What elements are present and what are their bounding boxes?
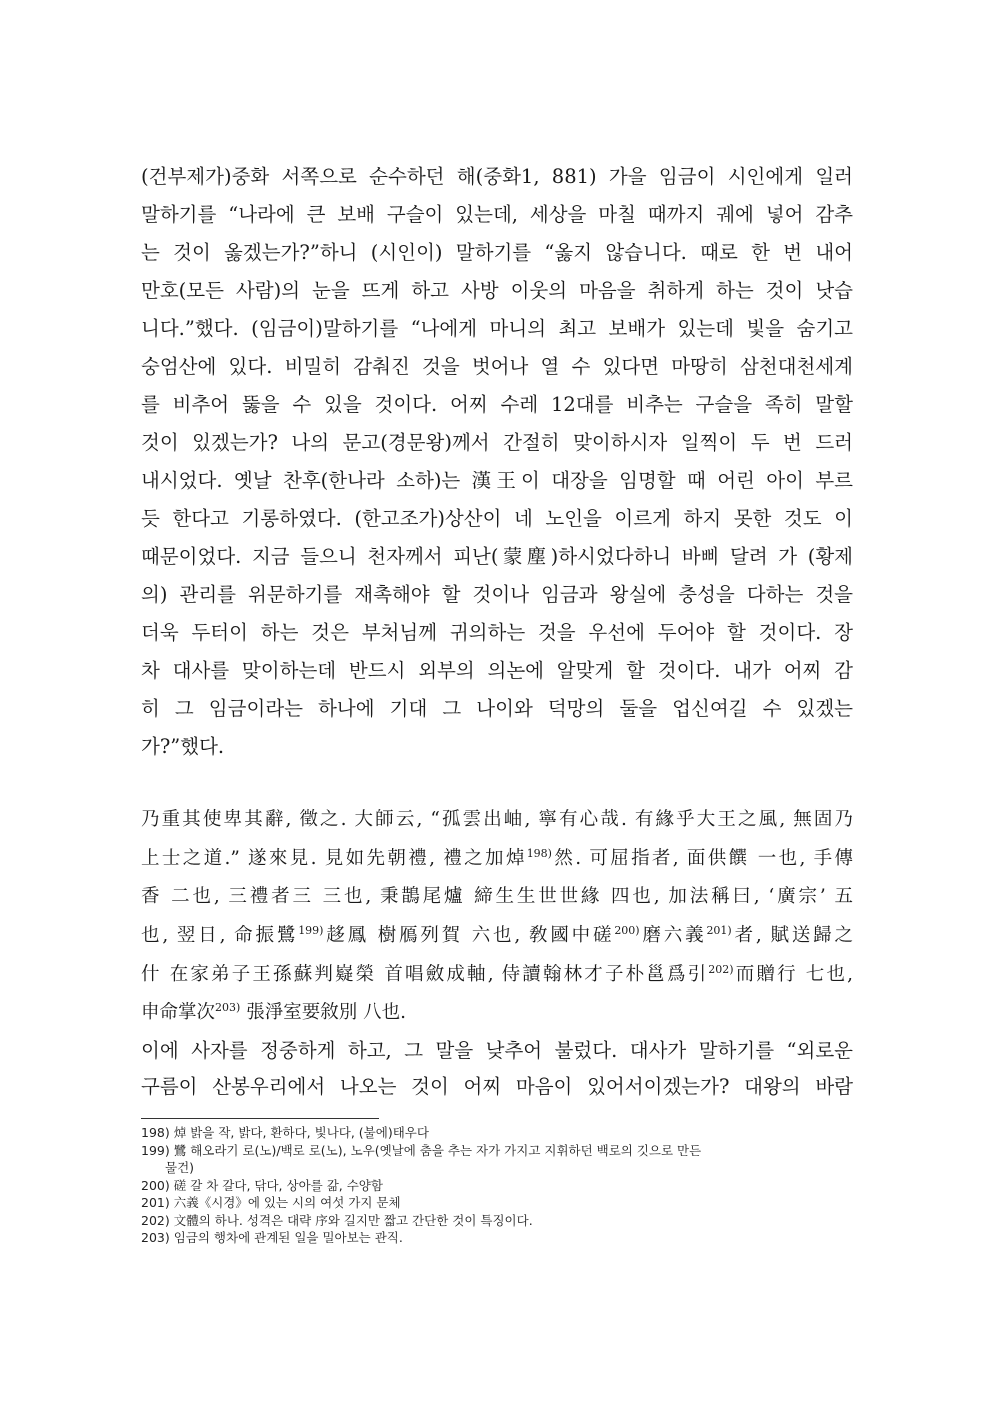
text-line: 는 것이 옳겠는가?”하니 (시인이) 말하기를 “옳지 않습니다. 때로 한 번 내어 xyxy=(141,241,853,264)
footnote-number: 201) xyxy=(141,1195,170,1210)
footnote-202 xyxy=(141,1212,853,1230)
footnote-text: 임금의 행차에 관계된 일을 밀아보는 관직. xyxy=(173,1230,403,1245)
footnote-text: 鷺 해오라기 로(노)/백로 로(노), 노우(옛날에 춤을 추는 자가 가지고 지휘하던 백로의 깃으로 만든 xyxy=(173,1142,702,1158)
text-run: 也, 翌日, 命振鷺 xyxy=(141,925,299,947)
text-run: 磨六義 xyxy=(639,925,707,947)
text-line xyxy=(141,840,853,879)
text-run: 趍鳳 樹鴈列賀 六也, 敎國中磋 xyxy=(323,925,615,947)
classical-chinese-paragraph xyxy=(141,801,853,1033)
footnote-ref-198[interactable]: 198) xyxy=(526,846,552,860)
text-run: 而贈行 七也, xyxy=(733,963,853,985)
footnote-199 xyxy=(141,1142,853,1160)
text-line: 만호(모든 사람)의 눈을 뜨게 하고 사방 이웃의 마음을 취하게 하는 것이 낫습 xyxy=(141,279,853,302)
text-line: 香 二也, 三禮者三 三也, 秉鵲尾爐 締生生世世緣 四也, 加法稱曰, ‘廣宗’ 五 xyxy=(141,886,853,908)
footnote-number: 203) xyxy=(141,1230,170,1245)
footnote-continuation: 물건) xyxy=(165,1160,195,1175)
text-line: 것이 있겠는가? 나의 문고(경문왕)께서 간절히 맞이하시자 일찍이 두 번 드러 xyxy=(141,431,853,454)
text-line: (건부제가)중화 서쪽으로 순수하던 해(중화1, 881) 가을 임금이 시인에게 일러 xyxy=(141,165,853,188)
footnote-number: 200) xyxy=(141,1177,170,1193)
text-line: 이에 사자를 정중하게 하고, 그 말을 낮추어 불렀다. 대사가 말하기를 “외로운 xyxy=(141,1039,853,1062)
text-run: 申命掌次 xyxy=(141,1002,216,1024)
text-line: 차 대사를 맞이하는데 반드시 외부의 의논에 알맞게 할 것이다. 내가 어찌 감 xyxy=(141,659,853,682)
footnote-203 xyxy=(141,1229,853,1247)
footnotes xyxy=(141,1124,853,1247)
footnote-text: 文體의 하나. 성격은 대략 序와 길지만 짧고 간단한 것이 특징이다. xyxy=(173,1212,533,1228)
text-line xyxy=(141,956,853,995)
text-line: 더욱 두터이 하는 것은 부처님께 귀의하는 것을 우선에 두어야 할 것이다. 장 xyxy=(141,621,853,644)
footnote-200 xyxy=(141,1177,853,1195)
footnote-number: 202) xyxy=(141,1212,170,1228)
footnote-text: 磋 갈 차 갈다, 닦다, 상아를 갊, 수양함 xyxy=(173,1177,383,1193)
text-line: 히 그 임금이라는 하나에 기대 그 나이와 덕망의 둘을 업신여길 수 있겠는 xyxy=(141,697,853,720)
text-line: 를 비추어 뚫을 수 있을 것이다. 어찌 수레 12대를 비추는 구슬을 족히 말할 xyxy=(141,393,853,416)
footnote-198 xyxy=(141,1124,853,1142)
text-run: 上士之道.” 遂來見. 見如先朝禮, 禮之加焯 xyxy=(141,847,527,869)
text-line: 내시었다. 옛날 찬후(한나라 소하)는 漢王이 대장을 임명할 때 어린 아이 부르 xyxy=(141,469,853,492)
text-line xyxy=(141,994,853,1033)
footnote-ref-203[interactable]: 203) xyxy=(215,1001,241,1015)
footnote-ref-200[interactable]: 200) xyxy=(614,924,640,938)
text-run: 張淨室要敘別 八也. xyxy=(240,1002,406,1024)
text-run: 什 在家弟子王孫蘇判嶷榮 首唱斂成軸, 侍讀翰林才子朴邕爲引 xyxy=(141,963,709,985)
footnote-text: 六義《시경》에 있는 시의 여섯 가지 문체 xyxy=(173,1195,401,1210)
text-line xyxy=(141,917,853,956)
text-line: 말하기를 “나라에 큰 보배 구슬이 있는데, 세상을 마칠 때까지 궤에 넣어 감추 xyxy=(141,203,853,226)
text-line: 구름이 산봉우리에서 나오는 것이 어찌 마음이 있어서이겠는가? 대왕의 바람 xyxy=(141,1075,853,1098)
text-line: 乃重其使卑其辭, 徵之. 大師云, “孤雲出岫, 寧有心哉. 有緣乎大王之風, 無固乃 xyxy=(141,809,853,830)
footnote-number: 199) xyxy=(141,1142,170,1158)
footnote-ref-201[interactable]: 201) xyxy=(706,924,732,938)
text-line: 가?”했다. xyxy=(141,735,225,758)
footnote-number: 198) xyxy=(141,1125,170,1140)
text-run: 然. 可屈指者, 面供饌 一也, 手傳 xyxy=(551,847,853,869)
text-line: 의) 관리를 위문하기를 재촉해야 할 것이나 임금과 왕실에 충성을 다하는 것을 xyxy=(141,583,853,606)
footnote-201 xyxy=(141,1194,853,1212)
text-line: 니다.”했다. (임금이)말하기를 “나에게 마니의 최고 보배가 있는데 빛을 숨기고 xyxy=(141,317,853,340)
footnote-separator xyxy=(141,1118,379,1119)
text-line: 때문이었다. 지금 들으니 천자께서 피난(蒙塵)하시었다하니 바삐 달려 가 (황제 xyxy=(141,545,853,568)
text-run: 者, 賦送歸之 xyxy=(731,925,853,947)
korean-translation-paragraph xyxy=(141,1033,853,1105)
footnote-text: 焯 밝을 작, 밝다, 환하다, 빛나다, (불에)태우다 xyxy=(173,1125,429,1140)
text-line: 숭엄산에 있다. 비밀히 감춰진 것을 벗어나 열 수 있다면 마땅히 삼천대천세계 xyxy=(141,355,853,378)
text-line: 듯 한다고 기롱하였다. (한고조가)상산이 네 노인을 이르게 하지 못한 것도 이 xyxy=(141,507,853,530)
footnote-ref-202[interactable]: 202) xyxy=(708,962,734,976)
korean-translation-paragraph xyxy=(141,158,853,766)
footnote-ref-199[interactable]: 199) xyxy=(298,924,324,938)
